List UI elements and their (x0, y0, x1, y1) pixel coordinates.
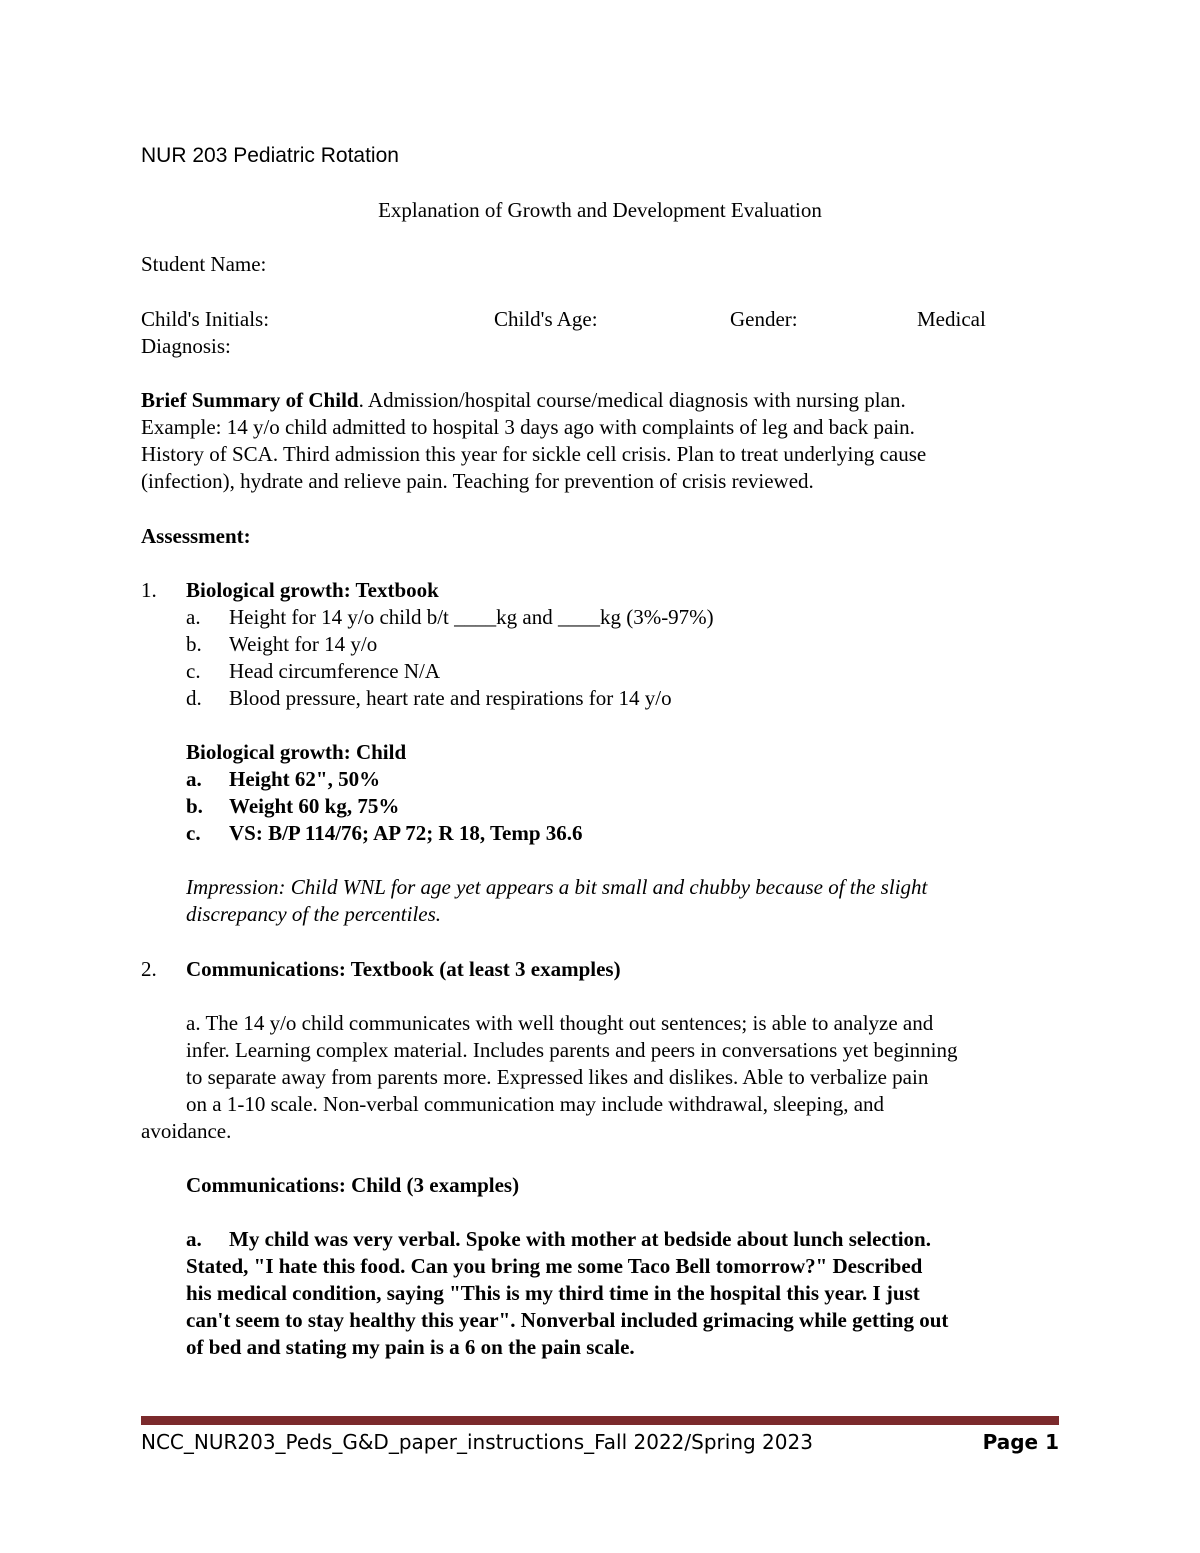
childs-age-label: Child's Age: (494, 307, 598, 331)
list-item: Head circumference N/A (229, 659, 441, 683)
list-item-letter: b. (186, 632, 202, 656)
list-item-letter: d. (186, 686, 202, 710)
list-item: Blood pressure, heart rate and respirations for 14 y/o (229, 686, 672, 710)
textbook-line: to separate away from parents more. Expressed likes and dislikes. Able to verbalize pain (186, 1065, 929, 1089)
diagnosis-label: Diagnosis: (141, 334, 231, 358)
list-item: Weight 60 kg, 75% (229, 794, 400, 818)
impression-line-2: discrepancy of the percentiles. (186, 902, 442, 926)
summary-line-3: History of SCA. Third admission this year for sickle cell crisis. Plan to treat underlying cause (141, 442, 927, 466)
child-communication-line: can't seem to stay healthy this year". Nonverbal included grimacing while getting out (186, 1308, 949, 1332)
list-item: Height 62", 50% (229, 767, 381, 791)
document-title: Explanation of Growth and Development Evaluation (378, 198, 822, 222)
student-name-label: Student Name: (141, 252, 267, 276)
child-communication-line: his medical condition, saying "This is my third time in the hospital this year. I just (186, 1281, 920, 1305)
section-2-number: 2. (141, 957, 157, 981)
textbook-line: avoidance. (141, 1119, 232, 1143)
biological-child-heading: Biological growth: Child (186, 740, 407, 764)
summary-line-4: (infection), hydrate and relieve pain. Teaching for prevention of crisis reviewed. (141, 469, 814, 493)
summary-label: Brief Summary of Child (141, 388, 359, 412)
section-1-number: 1. (141, 578, 157, 602)
footer-document-name: NCC_NUR203_Peds_G&D_paper_instructions_Fall 2022/Spring 2023 (141, 1430, 813, 1454)
communications-child-heading: Communications: Child (3 examples) (186, 1173, 520, 1197)
impression-line-1: Impression: Child WNL for age yet appears a bit small and chubby because of the slight (186, 875, 928, 899)
textbook-line: on a 1-10 scale. Non-verbal communication may include withdrawal, sleeping, and (186, 1092, 885, 1116)
section-2-heading: Communications: Textbook (at least 3 examples) (186, 957, 621, 981)
childs-initials-label: Child's Initials: (141, 307, 270, 331)
list-item-letter: c. (186, 821, 201, 845)
footer-divider (141, 1416, 1059, 1425)
list-item-letter: a. (186, 605, 201, 629)
summary-line-2: Example: 14 y/o child admitted to hospital 3 days ago with complaints of leg and back pain. (141, 415, 915, 439)
section-1-heading: Biological growth: Textbook (186, 578, 439, 602)
footer-page-number: Page 1 (982, 1430, 1059, 1454)
list-item: Height for 14 y/o child b/t ____kg and ____kg (3%-97%) (229, 605, 714, 629)
child-communication-line: Stated, "I hate this food. Can you bring me some Taco Bell tomorrow?" Described (186, 1254, 923, 1278)
textbook-line: a. The 14 y/o child communicates with well thought out sentences; is able to analyze and (186, 1011, 934, 1035)
course-title: NUR 203 Pediatric Rotation (141, 144, 399, 167)
assessment-heading: Assessment: (141, 524, 251, 548)
list-item: Weight for 14 y/o (229, 632, 378, 656)
child-communication-line: of bed and stating my pain is a 6 on the pain scale. (186, 1335, 635, 1359)
child-communication-line: My child was very verbal. Spoke with mother at bedside about lunch selection. (229, 1227, 931, 1251)
list-item-letter: c. (186, 659, 201, 683)
textbook-line: infer. Learning complex material. Includes parents and peers in conversations yet beginning (186, 1038, 958, 1062)
list-item-letter: a. (186, 1227, 202, 1251)
list-item-letter: a. (186, 767, 202, 791)
summary-line-1-text: . Admission/hospital course/medical diagnosis with nursing plan. (358, 388, 906, 412)
list-item-letter: b. (186, 794, 203, 818)
medical-label: Medical (917, 307, 986, 331)
summary-line-1 (141, 387, 906, 414)
gender-label: Gender: (730, 307, 798, 331)
list-item: VS: B/P 114/76; AP 72; R 18, Temp 36.6 (229, 821, 583, 845)
